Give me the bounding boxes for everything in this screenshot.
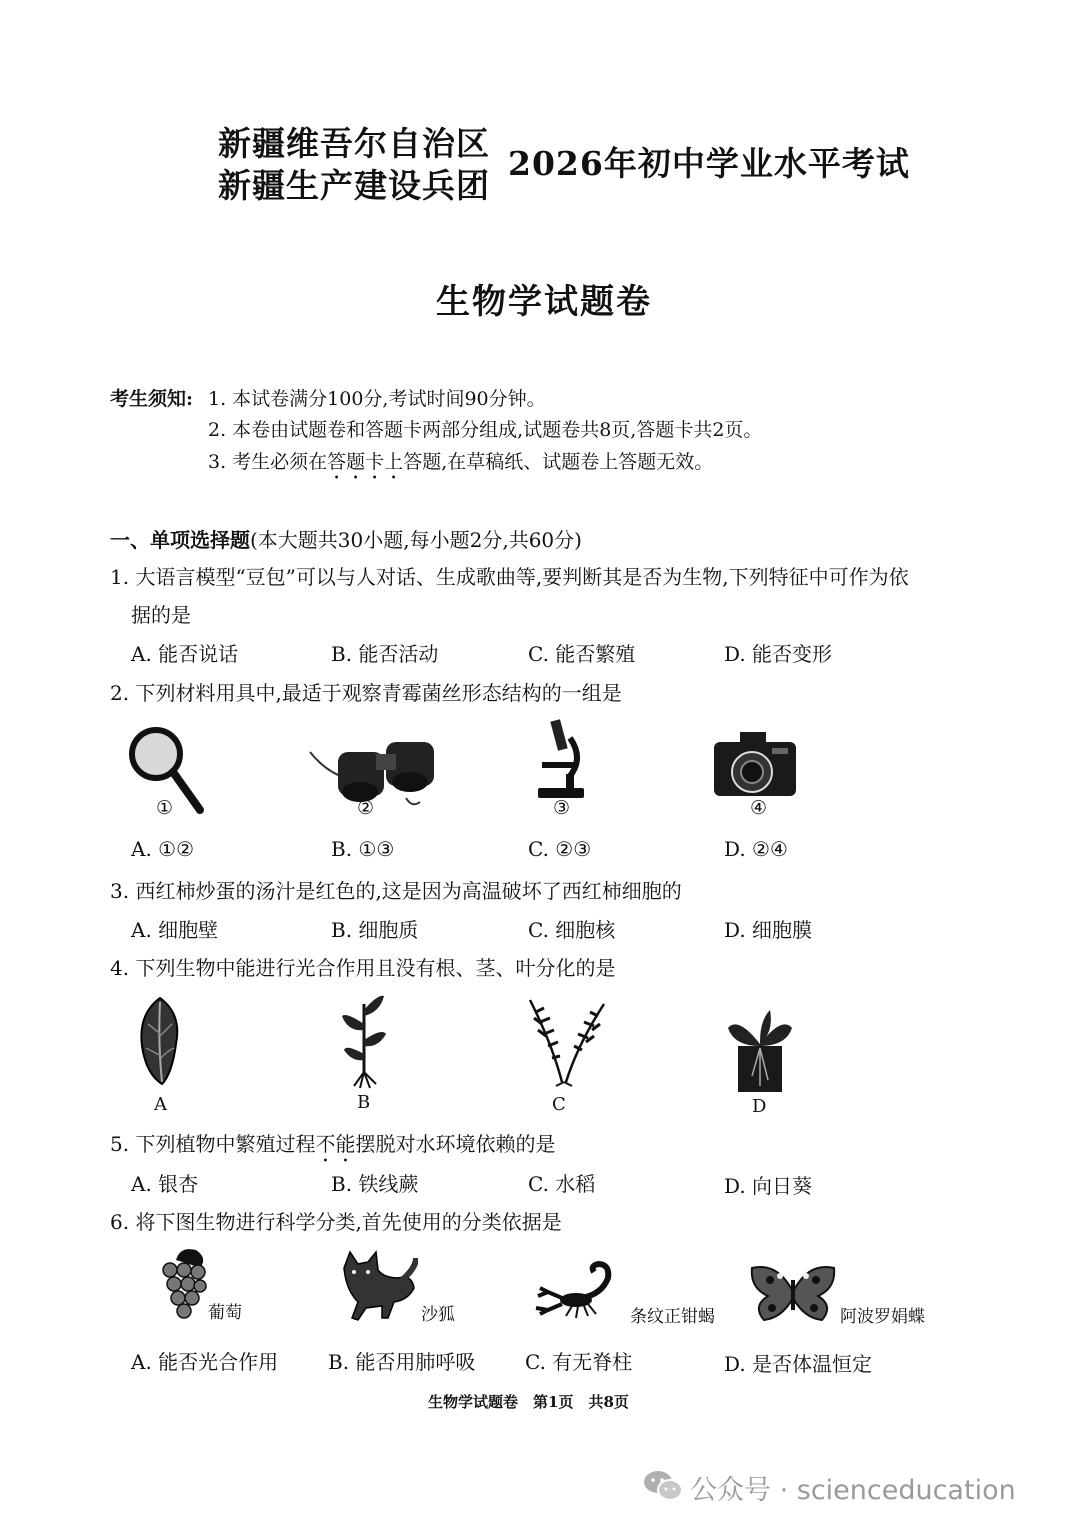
organism-grape-label: 葡萄 xyxy=(208,1303,242,1323)
q3-option-b: B. 细胞质 xyxy=(331,918,419,942)
region-line1: 新疆维吾尔自治区 xyxy=(218,124,490,163)
q1-stem-cont: 据的是 xyxy=(131,603,191,627)
q5-option-a: A. 银杏 xyxy=(131,1172,199,1196)
q3-option-c: C. 细胞核 xyxy=(528,918,616,942)
q5-option-b: B. 铁线蕨 xyxy=(331,1172,419,1196)
q1-option-d: D. 能否变形 xyxy=(724,642,833,666)
q3-stem: 3. 西红柿炒蛋的汤汁是红色的,这是因为高温破坏了西红柿细胞的 xyxy=(110,879,682,903)
q4-figure-c-label: C xyxy=(552,1094,566,1115)
notice-item3: 3. 考生必须在答题卡上答题,在草稿纸、试题卷上答题无效。 xyxy=(208,451,714,473)
organism-scorpion-label: 条纹正钳蝎 xyxy=(630,1307,715,1327)
q3-option-d: D. 细胞膜 xyxy=(724,918,813,942)
fern-icon xyxy=(522,994,610,1088)
paper-title: 生物学试题卷 xyxy=(436,282,652,322)
q4-stem: 4. 下列生物中能进行光合作用且没有根、茎、叶分化的是 xyxy=(110,956,616,980)
q2-figure-2-label: ② xyxy=(357,797,375,819)
seaweed-icon xyxy=(136,994,186,1088)
notice-item1: 1. 本试卷满分100分,考试时间90分钟。 xyxy=(208,388,546,410)
page-footer: 生物学试题卷 第1页 共8页 xyxy=(428,1393,629,1411)
scorpion-icon xyxy=(532,1258,628,1320)
wechat-icon xyxy=(642,1468,684,1504)
q5-option-d: D. 向日葵 xyxy=(724,1174,813,1198)
emphasized-text: 不能 xyxy=(315,1132,356,1156)
region-line2: 新疆生产建设兵团 xyxy=(218,166,490,205)
q2-figure-4-label: ④ xyxy=(750,797,768,819)
q6-stem: 6. 将下图生物进行科学分类,首先使用的分类依据是 xyxy=(110,1210,562,1234)
q2-figure-1-label: ① xyxy=(156,797,174,819)
organism-fox-label: 沙狐 xyxy=(421,1305,455,1325)
q2-option-b: B. ①③ xyxy=(331,837,395,861)
notice-label: 考生须知: xyxy=(110,388,194,410)
q5-stem: 5. 下列植物中繁殖过程不能摆脱对水环境依赖的是 xyxy=(110,1132,556,1156)
q6-option-c: C. 有无脊柱 xyxy=(525,1350,633,1374)
q1-option-a: A. 能否说话 xyxy=(131,642,239,666)
emphasized-text: 答题卡上 xyxy=(327,451,404,473)
q1-option-c: C. 能否繁殖 xyxy=(528,642,636,666)
flowering-plant-icon xyxy=(338,990,390,1090)
section-heading: 一、单项选择题(本大题共30小题,每小题2分,共60分) xyxy=(110,528,582,552)
q2-figure-3-label: ③ xyxy=(553,797,571,819)
q3-option-a: A. 细胞壁 xyxy=(131,918,219,942)
camera-icon xyxy=(710,728,800,800)
q4-figure-d-label: D xyxy=(752,1096,767,1117)
q2-stem: 2. 下列材料用具中,最适于观察青霉菌丝形态结构的一组是 xyxy=(110,681,622,705)
q4-figure-b-label: B xyxy=(357,1092,371,1113)
q2-option-c: C. ②③ xyxy=(528,837,592,861)
exam-title: 2026年初中学业水平考试 xyxy=(508,144,910,183)
q6-option-d: D. 是否体温恒定 xyxy=(724,1352,873,1376)
q1-stem: 1. 大语言模型“豆包”可以与人对话、生成歌曲等,要判断其是否为生物,下列特征中可作为依 xyxy=(110,565,909,589)
q2-option-a: A. ①② xyxy=(131,837,195,861)
watermark-text: 公众号 · scienceducation xyxy=(690,1475,1016,1506)
notice-item2: 2. 本卷由试题卷和答题卡两部分组成,试题卷共8页,答题卡共2页。 xyxy=(208,419,763,441)
q6-option-b: B. 能否用肺呼吸 xyxy=(328,1350,476,1374)
butterfly-icon xyxy=(748,1262,838,1324)
q2-option-d: D. ②④ xyxy=(724,837,788,861)
q1-option-b: B. 能否活动 xyxy=(331,642,439,666)
organism-butterfly-label: 阿波罗娟蝶 xyxy=(840,1307,925,1327)
microscope-icon xyxy=(532,718,592,802)
q5-option-c: C. 水稻 xyxy=(528,1172,596,1196)
potted-plant-icon xyxy=(724,1006,796,1094)
fox-icon xyxy=(338,1248,418,1324)
grapes-icon xyxy=(160,1246,210,1324)
q6-option-a: A. 能否光合作用 xyxy=(131,1350,279,1374)
q4-figure-a-label: A xyxy=(154,1094,167,1115)
